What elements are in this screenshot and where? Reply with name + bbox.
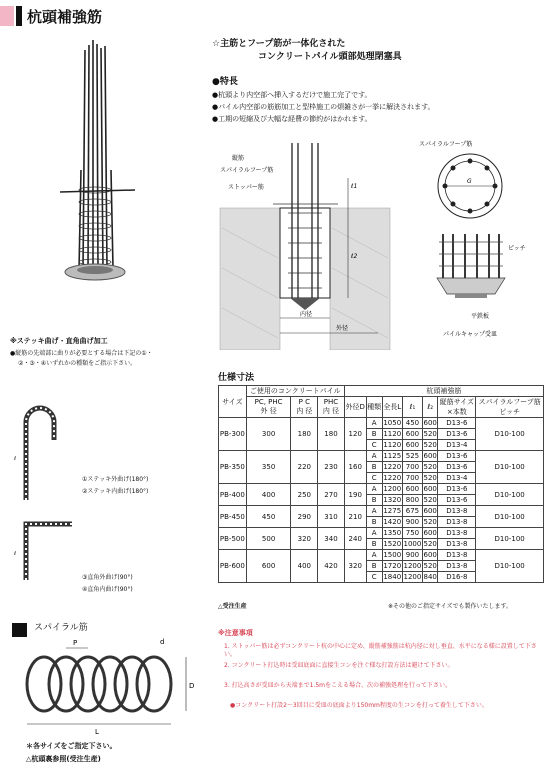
label-inner-diameter: 内径 [300, 311, 313, 318]
right-angle-bend-illustration [12, 510, 82, 580]
spec-cell: 1220 [383, 474, 402, 482]
spec-cell: 320 [344, 550, 366, 583]
spec-cell: 外径D [344, 397, 366, 418]
table-row [219, 528, 544, 539]
spec-cell: 270 [318, 484, 345, 506]
label-G: G [467, 178, 472, 185]
table-row [219, 451, 544, 462]
spec-cell: 180 [291, 418, 318, 451]
spec-cell: B [366, 495, 382, 506]
spec-cell: 520 [423, 430, 437, 438]
spec-cell: D13-6 [438, 484, 476, 495]
spec-cell: 500 [246, 528, 291, 550]
spec-cell: D13-8 [438, 539, 476, 550]
svg-text:ℓ: ℓ [14, 551, 17, 557]
label-l1: ℓ1 [351, 183, 358, 190]
note-item: ●コンクリート打設2～3回目に受皿の底面より150mm程度の生コンを打って養生して下さい。 [230, 702, 488, 709]
spec-cell: 840 [423, 573, 437, 581]
spec-cell: 杭頭補強筋 [344, 386, 543, 397]
spec-cell: D13-8 [438, 528, 476, 539]
spec-cell: 1275 [383, 507, 402, 515]
header-line: 内 径 [296, 407, 313, 415]
spec-cell: サイズ [219, 386, 247, 418]
spec-cell [438, 397, 476, 418]
label-pile-cap: パイルキャップ受皿 [443, 331, 498, 338]
spec-cell: 1420 [383, 518, 402, 526]
spec-cell: 310 [318, 506, 345, 528]
header-line: ピッチ [499, 408, 520, 416]
spec-cell: 1200 [403, 573, 422, 581]
spec-cell: B [366, 561, 382, 572]
bend-item: ①ステッキ外曲げ(180°) [82, 476, 149, 483]
spec-cell: D10-100 [476, 451, 544, 484]
spec-cell: 600 [423, 485, 437, 493]
feature-item: ●パイル内空部の筋筋加工と型枠施工の煩雑さが一挙に解決されます。 [212, 103, 435, 111]
header-line: 縦筋サイズ [439, 398, 475, 406]
spec-cell: A [366, 451, 382, 462]
spec-cell: D13-6 [438, 451, 476, 462]
spec-cell: 220 [291, 451, 318, 484]
spec-cell: D10-100 [476, 528, 544, 550]
header-line: PHC [323, 398, 339, 406]
svg-text:ℓ: ℓ [14, 456, 17, 462]
spec-heading: 仕様寸法 [218, 373, 255, 383]
spec-cell: 520 [423, 463, 437, 471]
spec-cell: D10-100 [476, 418, 544, 451]
install-section-diagram [218, 138, 398, 350]
product-photo [55, 40, 145, 290]
page-title: 杭頭補強筋 [27, 8, 103, 26]
spec-cell: C [366, 572, 382, 583]
spec-cell: 120 [344, 418, 366, 451]
spec-cell: 600 [402, 440, 422, 451]
intro-line-2: コンクリートパイル頭部処理閉塞具 [258, 52, 402, 62]
spec-cell: C [366, 473, 382, 484]
spec-cell: 1720 [383, 562, 402, 570]
feature-item: ●杭頭より内空部へ挿入するだけで施工完了です。 [212, 91, 372, 99]
spec-cell: A [366, 506, 382, 517]
spiral-note-1: ＊各サイズをご指定下さい。 [26, 742, 117, 750]
table-row [219, 484, 544, 495]
bend-item: ④直角内曲げ(90°) [82, 586, 133, 593]
spec-cell: 340 [318, 528, 345, 550]
spec-cell: PB-450 [219, 506, 247, 528]
spec-cell: 1220 [383, 463, 402, 471]
spec-cell: 1050 [383, 419, 402, 427]
spec-cell: B [366, 462, 382, 473]
features-heading: ●特長 [212, 77, 238, 87]
spec-cell: D13-4 [438, 440, 476, 451]
spec-cell: 210 [344, 506, 366, 528]
spec-cell: 1350 [383, 529, 402, 537]
label-stopper: ストッパー筋 [228, 184, 264, 191]
spec-cell: PB-300 [219, 418, 247, 451]
spec-cell: 525 [402, 451, 422, 462]
spec-cell: D10-100 [476, 550, 544, 583]
spec-cell: PB-600 [219, 550, 247, 583]
spec-cell: D13-6 [438, 495, 476, 506]
header-line: P C [298, 398, 310, 406]
spec-cell: 230 [318, 451, 345, 484]
header-line: ×本数 [446, 408, 467, 416]
spec-cell: 290 [291, 506, 318, 528]
spec-cell: 900 [402, 517, 422, 528]
spec-cell: 600 [402, 484, 422, 495]
spec-cell [246, 397, 291, 418]
spec-cell: D13-6 [438, 418, 476, 429]
spec-cell: D13-8 [438, 561, 476, 572]
spec-cell: D13-6 [438, 429, 476, 440]
spec-cell: PB-400 [219, 484, 247, 506]
spec-cell: 1200 [403, 562, 422, 570]
spec-cell: 520 [423, 518, 437, 526]
notes-heading: ※注意事項 [218, 629, 253, 637]
spec-cell: 520 [423, 441, 437, 449]
spec-cell: C [366, 440, 382, 451]
table-row [219, 506, 544, 517]
spec-cell: A [366, 550, 382, 561]
spec-cell: 1200 [383, 485, 402, 493]
spec-cell: 520 [423, 540, 437, 548]
label-l2: ℓ2 [351, 253, 358, 260]
bend-heading: ※ステッキ曲げ・直角曲げ加工 [10, 337, 108, 345]
spiral-diagram [10, 636, 200, 736]
spec-cell: 1500 [383, 551, 402, 559]
spec-cell: 400 [246, 484, 291, 506]
spec-cell: 800 [402, 495, 422, 506]
spec-cell: 1320 [383, 496, 402, 504]
spec-cell: D13-8 [438, 517, 476, 528]
spec-cell: D10-100 [476, 506, 544, 528]
bend-note-2: ②・③・④いずれかの種類をご指示下さい。 [18, 360, 137, 367]
spiral-label-L: L [95, 728, 99, 736]
spec-cell: D16-8 [438, 572, 476, 583]
spec-cell: D10-100 [476, 484, 544, 506]
spiral-label-P: P [73, 639, 78, 647]
spiral-label-d: d [160, 638, 165, 646]
spec-table [218, 385, 544, 583]
label-pitch: ピッチ [508, 245, 526, 252]
spec-cell: D13-6 [438, 462, 476, 473]
spec-cell: 520 [423, 562, 437, 570]
spec-cell: 400 [291, 550, 318, 583]
spec-cell: 300 [246, 418, 291, 451]
spec-cell: B [366, 429, 382, 440]
note-item: 2. コンクリート打込時は受皿底面に直接生コンを注ぐ様な打設方法は避けて下さい。 [224, 662, 454, 669]
bend-item: ③直角外曲げ(90°) [82, 574, 133, 581]
spec-cell: 450 [246, 506, 291, 528]
spec-cell: 600 [423, 419, 437, 427]
note-item: 3. 打込高さが受皿から天端まで1.5mをこえる場合、次の補強処理を行って下さい。 [224, 682, 452, 689]
spec-cell: D13-8 [438, 506, 476, 517]
label-spiral-hoop: スパイラルフープ筋 [220, 167, 274, 174]
spec-cell: A [366, 484, 382, 495]
spec-cell: 520 [423, 474, 437, 482]
spec-cell [476, 397, 544, 418]
spiral-label-D: D [189, 682, 195, 690]
spec-cell: 180 [318, 418, 345, 451]
spiral-note-2: △杭頭裏参照(受注生産) [26, 755, 101, 763]
header-line: 外 径 [260, 407, 277, 415]
label-spiral-right: スパイラルフープ筋 [419, 141, 473, 148]
spec-cell: 600 [423, 529, 437, 537]
intro-line-1: ☆主筋とフープ筋が一体化された [212, 39, 346, 49]
spec-cell: 420 [318, 550, 345, 583]
spec-cell: 240 [344, 528, 366, 550]
spec-cell: ℓ₁ [402, 397, 422, 418]
spec-cell: 520 [423, 496, 437, 504]
spec-cell [318, 397, 345, 418]
header-accent-black [16, 6, 22, 26]
header-line: 内 径 [322, 407, 340, 415]
table-row [219, 550, 544, 561]
spec-cell: 1840 [383, 573, 402, 581]
spiral-heading-marker [12, 623, 27, 637]
spec-cell: D13-4 [438, 473, 476, 484]
spec-cell: A [366, 528, 382, 539]
spec-cell: 250 [291, 484, 318, 506]
spec-cell: 600 [423, 452, 437, 460]
spec-cell: PB-500 [219, 528, 247, 550]
spec-cell: 種類 [366, 397, 382, 418]
spec-cell: 600 [246, 550, 291, 583]
label-main-bar: 縦筋 [232, 155, 245, 162]
bend-note-1: ●縦筋の先端部に曲りが必要とする場合は下記の①・ [10, 350, 153, 357]
label-outer-diameter: 外径 [336, 325, 349, 332]
spec-cell: 675 [402, 506, 422, 517]
spec-cell: 700 [402, 462, 422, 473]
spec-cell: 320 [291, 528, 318, 550]
spec-cell: 700 [402, 473, 422, 484]
spec-cell: 900 [402, 550, 422, 561]
spec-cell: 1125 [383, 452, 402, 460]
feature-item: ●工期の短縮及び大幅な経費の節約がはかれます。 [212, 115, 372, 123]
spec-cell: 450 [402, 418, 422, 429]
spec-foot-custom: ※その他のご指定サイズでも製作いたします。 [388, 603, 513, 610]
table-row [219, 418, 544, 429]
spec-cell: 1520 [383, 540, 402, 548]
spec-cell [291, 397, 318, 418]
spec-cell: 190 [344, 484, 366, 506]
page-header [0, 0, 550, 26]
spec-cell: D13-8 [438, 550, 476, 561]
spiral-heading: スパイラル筋 [34, 623, 88, 633]
header-accent-pink [0, 6, 14, 26]
bend-item: ②ステッキ内曲げ(180°) [82, 488, 149, 495]
header-line: スパイラルフープ筋 [478, 398, 541, 406]
header-line: PC, PHC [254, 398, 283, 406]
spec-cell: 350 [246, 451, 291, 484]
spec-cell: ご使用のコンクリートパイル [246, 386, 344, 397]
cage-detail-diagram [405, 138, 545, 350]
stick-bend-illustration [12, 400, 72, 500]
spec-cell: B [366, 539, 382, 550]
spec-cell: 1120 [383, 430, 402, 438]
spec-foot-made-to-order: △受注生産 [218, 603, 247, 610]
spec-cell: 600 [423, 551, 437, 559]
spec-cell: 全長L [382, 397, 402, 418]
note-item: 1. ストッパー筋は必ずコンクリート杭の中心に定め、縦筋補強筋は杭内径に対し垂直、水平になる様に設置して下さい。 [224, 643, 537, 658]
spec-cell: A [366, 418, 382, 429]
spec-cell: PB-350 [219, 451, 247, 484]
spec-cell: 750 [402, 528, 422, 539]
spec-cell: 1000 [403, 540, 422, 548]
spec-cell: B [366, 517, 382, 528]
spec-cell: 1120 [383, 441, 402, 449]
spec-cell: 600 [402, 429, 422, 440]
spec-cell: 600 [423, 507, 437, 515]
spec-cell: 160 [344, 451, 366, 484]
label-ring-plate: 平鉄板 [471, 313, 490, 320]
spec-cell: ℓ₂ [423, 397, 438, 418]
